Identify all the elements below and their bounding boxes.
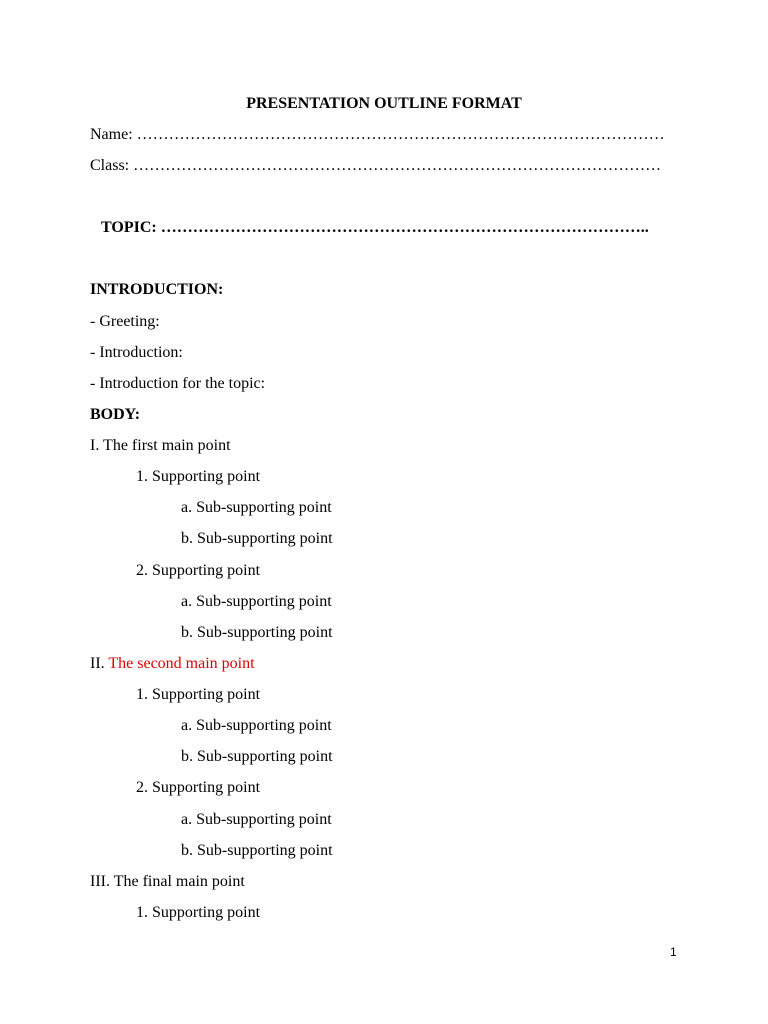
sub-supporting-point: a. Sub-supporting point [181,811,332,828]
topic-field: TOPIC: ……………………………………………………………………………….. [101,219,649,236]
introduction-item-introduction: - Introduction: [90,344,183,361]
sub-supporting-point: a. Sub-supporting point [181,499,332,516]
introduction-item-topic: - Introduction for the topic: [90,375,266,392]
main-point-2-label: The second main point [108,655,255,672]
body-heading: BODY: [90,406,141,423]
sub-supporting-point: b. Sub-supporting point [181,530,333,547]
sub-supporting-point: b. Sub-supporting point [181,624,333,641]
sub-supporting-point: a. Sub-supporting point [181,593,332,610]
main-point-1: I. The first main point [90,437,231,454]
supporting-point: 1. Supporting point [136,904,261,921]
supporting-point: 1. Supporting point [136,686,261,703]
introduction-heading: INTRODUCTION: [90,281,224,298]
document-title: PRESENTATION OUTLINE FORMAT [246,95,522,112]
main-point-3: III. The final main point [90,873,245,890]
sub-supporting-point: a. Sub-supporting point [181,717,332,734]
sub-supporting-point: b. Sub-supporting point [181,842,333,859]
page-number: 1 [670,945,677,959]
supporting-point: 2. Supporting point [136,779,261,796]
sub-supporting-point: b. Sub-supporting point [181,748,333,765]
name-field: Name: ……………………………………………………………………………………… [90,126,665,143]
class-field: Class: ……………………………………………………………………………………… [90,157,662,174]
main-point-2-numeral: II. [90,655,109,672]
main-point-2 [90,654,255,674]
introduction-item-greeting: - Greeting: [90,313,160,330]
supporting-point: 2. Supporting point [136,562,261,579]
supporting-point: 1. Supporting point [136,468,261,485]
